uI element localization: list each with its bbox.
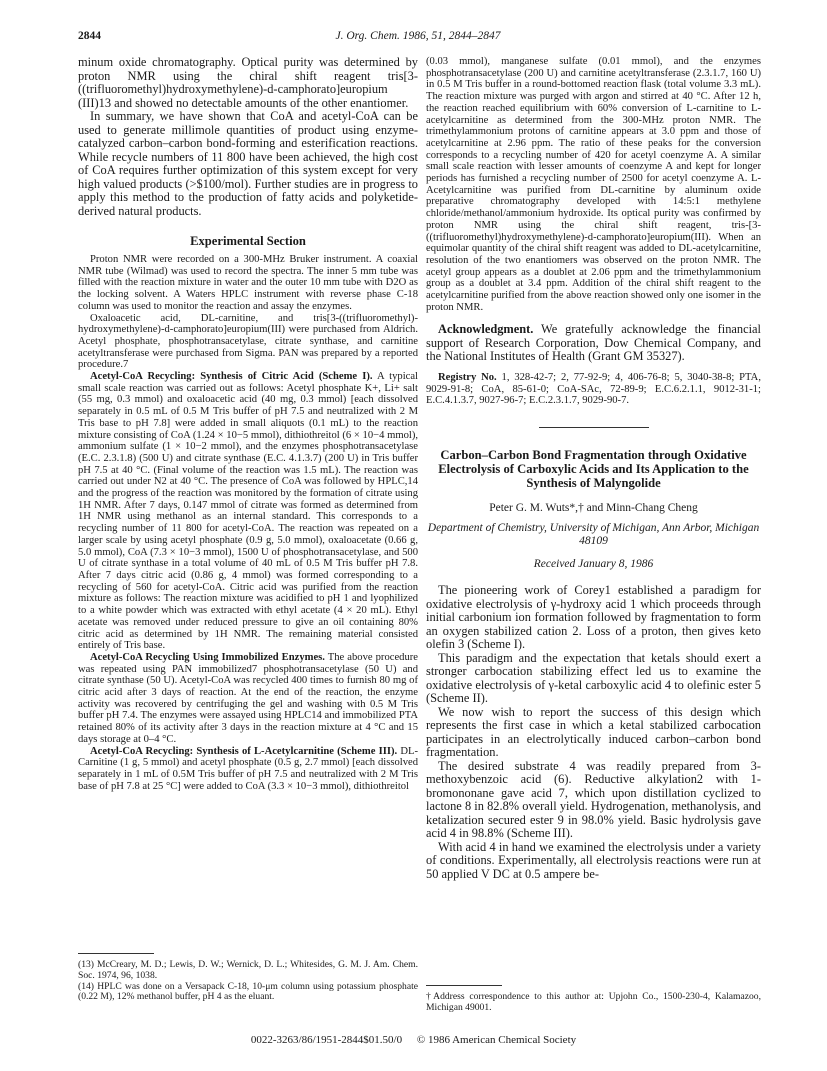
author-affiliation: Department of Chemistry, University of Michigan, Ann Arbor, Michigan 48109	[427, 522, 760, 548]
article-divider	[539, 427, 649, 428]
immobilized-enzymes-procedure	[78, 652, 418, 746]
continued-paragraph: (0.03 mmol), manganese sulfate (0.01 mmol), and the enzymes phosphotransacetylase (200 U) and carnitine acetyltransferase (2.3.1.7, 160 U) in 0.5 M Tris buffer in a round-bottomed reaction flask (total volume 3.3 mL). The reaction mixture was purged with argon and stirred at 40 °C. After 12 h, the reaction reached equilibrium with 60% conversion of L-carnitine to L-acetylcarnitine as determined from the 300-MHz proton NMR. The trimethylammonium protons of carnitine appears at 3.0 ppm and those of acetylcarnitine at 2.96 ppm. The ratio of these peaks for the conversion corresponds to a recycling number of 420 for acetyl coenzyme A. A similar small scale reaction with lesser amounts of coenzyme A and kept for longer periods has furnished a recycling number of 2500 for acetyl coenzyme A. L-Acetylcarnitine was purified from DL-carnitine by aluminum oxide preparative chromatography developed with 14:5:1 methylene chloride/methanol/ammonium hydroxide. Its optical purity was confirmed by proton NMR using the chiral shift reagent, tris-[3-((trifluoromethyl)hydroxymethylene)-d-camphorato]europium(III). When an equimolar quantity of the chiral shift reagent was added to DL-acetylcarnitine, resolution of the two enantiomers was observed on the proton NMR. The acetyl group appears as a doublet at 2.06 ppm and the trimethylammonium group as a doublet at 3.4 ppm. Addition of the chiral shift reagent to the acetylcarnitine purified from the above reaction showed only one isomer in the proton NMR.	[426, 56, 761, 313]
procedure-text: A typical small scale reaction was carried out as follows: Acetyl phosphate K+, Li+ salt (55 mg, 0.3 mmol) and oxaloacetic acid (40 mg, 0.3 mmol) [each dissolved separately in 0.5 mL of 0.5 M Tris buffer of pH 7.5 and neutralized with 2 M Tris base to pH 7.8] were added in small aliquots (0.1 mL) to the reaction mixture consisting of CoA (1.24 × 10−5 mmol), dithiothreitol (6 × 10−4 mmol), ammonium sulfate (1 × 10−2 mmol), and the enzymes phosphotransacetylase (E.C. 2.3.1.8) (500 U) and citrate synthase (E.C. 4.1.3.7) (200 U) in Tris buffer pH 7.5 at 40 °C. (Final volume of the reaction was 1.5 mL). The reaction was carried out under N2 at 40 °C. The presence of CoA was followed by HPLC,14 and the progress of the reaction was monitored by the formation of citrate using 1H NMR. After 7 days, 0.147 mmol of citrate was formed as determined from 1H NMR using methanol as an internal standard. This corresponds to a recycling number of 11 800 for acetyl-CoA. The reaction was repeated on a larger scale by using acetyl phosphate (0.9 g, 5.0 mmol), oxaloacetate (0.66 g, 5.0 mmol), CoA (7.3 × 10−3 mmol), 1500 U of phosphotransacetylase, and 500 U of citrate synthase in a total volume of 40 mL of 0.5 M Tris buffer pH 7.8. After 7 days citric acid (0.86 g, 4 mmol) was formed corresponding to a recycling of 560 for acetyl-CoA. Citric acid was purified from the reaction mixture as follows: The reaction mixture was acidified to pH 1 and lyophilized to a white powder which was extracted with ethyl acetate (4 × 20 mL). Ethyl acetate was removed under reduced pressure to give an oil containing 80% citric acid as determined by 1H NMR. The remaining material consisted entirely of Tris base.	[78, 371, 418, 652]
registry-numbers	[426, 372, 761, 407]
procedure-text: The above procedure was repeated using PAN immobilized7 phosphotransacetylase (50 U) and citrate synthase (50 U). Acetyl-CoA was recycled 400 times to furnish 80 mg of citric acid after 3 days of reaction. At the end of the reaction, the enzyme activity was recovered by centrifuging the gel and washing with 0.5 M Tris buffer pH 7.4. The enzymes were assayed using HPLC14 and immobilized PTA retained 80% of its activity after 3 days in the reaction mixture at 4 °C and 15 days storage at 0–4 °C.	[78, 651, 418, 745]
section-heading: Experimental Section	[190, 234, 306, 248]
article-title: Carbon–Carbon Bond Fragmentation through Oxidative Electrolysis of Carboxylic Acids and Its Application to the Synthesis of Malyngolide	[438, 448, 749, 491]
registry-text: 1, 328-42-7; 2, 77-92-9; 4, 406-76-8; 5, 3040-38-8; PTA, 9029-91-8; CoA, 85-61-0; CoA-SAc, 72-89-9; E.C.6.2.1.1, 9012-31-1; E.C.4.1.3.7, 9027-96-7; E.C.2.3.1.7, 9029-90-7.	[426, 371, 761, 407]
acknowledgment-heading: Acknowledgment.	[438, 322, 534, 337]
summary-paragraph: In summary, we have shown that CoA and acetyl-CoA can be used to generate millimole quantities of product using enzyme-catalyzed carbon–carbon bond-forming and esterification reactions. While recycle numbers of 11 800 have been achieved, the high cost of CoA requires further optimization of this system except for very high valued products (>$100/mol). Further studies are in progress to apply this method to the production of fatty acids and polyketide-derived natural products.	[78, 109, 418, 218]
footnotes-right	[426, 992, 761, 1014]
article-authors: Peter G. M. Wuts*,† and Minn-Chang Cheng	[489, 502, 698, 515]
page-number: 2844	[78, 30, 101, 42]
procedure-text: DL-Carnitine (1 g, 5 mmol) and acetyl phosphate (0.5 g, 2.7 mmol) [each dissolved separately in 1 mL of 0.5M Tris buffer of pH 7.5 and neutralized with 2 M Tris base of pH 7.8 at 25 °C] were added to CoA (3.3 × 10−3 mmol), dithiothreitol	[78, 745, 418, 792]
received-date: Received January 8, 1986	[533, 558, 654, 571]
body-paragraph: The pioneering work of Corey1 established a paradigm for oxidative electrolysis of γ-hydroxy acid 1 which proceeds through initial carbonium ion formation followed by fragmentation to form an oxygen stabilized cation 2. Loss of a proton, then gives keto olefin 3 (Scheme I).	[426, 583, 761, 652]
footnote-rule	[426, 985, 502, 986]
procedure-heading: Acetyl-CoA Recycling: Synthesis of Citric Acid (Scheme I).	[90, 371, 373, 383]
acknowledgment	[426, 323, 761, 364]
running-header	[78, 30, 758, 46]
acetylcarnitine-procedure	[78, 746, 418, 793]
article-code: 0022-3263/86/1951-2844$01.50/0	[250, 1034, 403, 1046]
intro-paragraph: minum oxide chromatography. Optical purity was determined by proton NMR using the chiral shift reagent tris[3-((trifluoromethyl)hydroxymethylene)-d-camphorato]europium (III)13 and showed no detectable amounts of the other enantiomer.	[78, 55, 418, 110]
footnote: †Address correspondence to this author at: Upjohn Co., 1500-230-4, Kalamazoo, Michigan 49001.	[426, 991, 761, 1013]
footnote-rule	[78, 953, 154, 954]
acknowledgment-text: We gratefully acknowledge the financial support of Research Corporation, Dow Chemical Company, and the National Institutes of Health (Grant GM 35327).	[426, 322, 761, 364]
journal-citation: J. Org. Chem. 1986, 51, 2844–2847	[335, 30, 501, 42]
right-column	[426, 56, 761, 881]
left-column	[78, 56, 418, 792]
materials-paragraph: Oxaloacetic acid, DL-carnitine, and tris[3-((trifluoromethyl)-hydroxymethylene)-d-camphorato]europium(III) were purchased from Aldrich. Acetyl phosphate, phosphotransacetylase, citrate synthase, and carnitine acetyltransferase were purchased from Sigma. PAN was prepared by a reported procedure.7	[78, 312, 418, 371]
procedure-heading: Acetyl-CoA Recycling: Synthesis of L-Acetylcarnitine (Scheme III).	[90, 745, 398, 757]
copyright: © 1986 American Chemical Society	[416, 1034, 577, 1046]
page-footer	[0, 1034, 827, 1046]
footnotes-left	[78, 960, 418, 1003]
experimental-paragraph: Proton NMR were recorded on a 300-MHz Bruker instrument. A coaxial NMR tube (Wilmad) was used to record the spectra. The inner 5 mm tube was filled with the reaction mixture in water and the outer 10 mm tube with D2O as the locking solvent. A Waters HPLC instrument with reverse phase C-18 column was used to monitor the reaction and assay the enzymes.	[78, 254, 418, 312]
footnote: (14) HPLC was done on a Versapack C-18, 10-μm column using potassium phosphate (0.22 M), 12% methanol buffer, pH 4 as the eluant.	[78, 980, 418, 1003]
citric-acid-procedure	[78, 371, 418, 652]
footnote: (13) McCreary, M. D.; Lewis, D. W.; Wernick, D. L.; Whitesides, G. M. J. Am. Chem. Soc. 1974, 96, 1038.	[78, 959, 418, 981]
body-paragraph: This paradigm and the expectation that ketals should exert a stronger carbocation stabilizing effect led us to examine the oxidative electrolysis of γ-ketal carboxylic acid 4 to olefinic ester 5 (Scheme II).	[426, 650, 761, 706]
body-paragraph: We now wish to report the success of this design which represents the first case in which a ketal stabilized carbocation participates in an electrolytically induced carbon–carbon bond fragmentation.	[426, 704, 761, 760]
body-paragraph: With acid 4 in hand we examined the electrolysis under a variety of conditions. Experimentally, all electrolysis reactions were run at 50 applied V DC at 0.5 ampere be-	[426, 839, 761, 881]
body-paragraph: The desired substrate 4 was readily prepared from 3-methoxybenzoic acid (6). Reductive alkylation2 with 1-bromononane gave acid 7, which upon distillation cyclized to lactone 8 in 82.8% overall yield. Hydrogenation, methanolysis, and ketalization secured ester 9 in 98.0% yield. Basic hydrolysis gave acid 4 in 98.8% (Scheme III).	[426, 758, 761, 841]
procedure-heading: Acetyl-CoA Recycling Using Immobilized Enzymes.	[90, 651, 325, 663]
registry-heading: Registry No.	[438, 371, 497, 383]
